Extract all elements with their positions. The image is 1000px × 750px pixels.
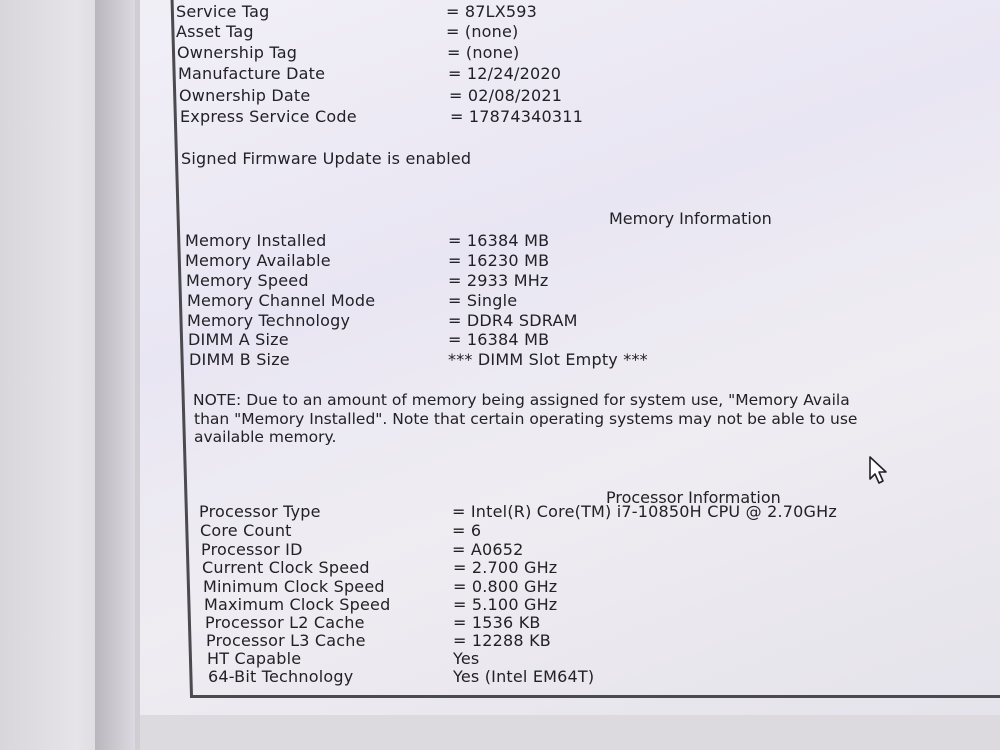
- bezel-shadow: [95, 0, 135, 750]
- info-label: Minimum Clock Speed: [203, 577, 385, 596]
- info-value: = 1536 KB: [453, 613, 541, 632]
- info-value: = 16230 MB: [448, 251, 550, 270]
- mouse-pointer-icon: [868, 455, 890, 485]
- info-label: Ownership Tag: [177, 43, 298, 62]
- info-label: Current Clock Speed: [202, 558, 370, 577]
- info-value: = 5.100 GHz: [453, 595, 558, 614]
- info-value: = 02/08/2021: [449, 86, 563, 105]
- bios-screen: [140, 0, 1000, 750]
- info-value: = 2933 MHz: [448, 271, 549, 290]
- info-label: Processor ID: [201, 540, 303, 559]
- info-value: = (none): [447, 43, 520, 62]
- info-value: = 87LX593: [446, 2, 538, 21]
- info-value: = 0.800 GHz: [453, 577, 558, 596]
- info-value: = Single: [448, 291, 518, 310]
- info-label: Ownership Date: [179, 86, 311, 105]
- info-label: Manufacture Date: [178, 64, 326, 83]
- memory-note-line: available memory.: [194, 428, 337, 446]
- info-value: = 12288 KB: [453, 631, 551, 650]
- info-value: = 17874340311: [450, 107, 584, 126]
- firmware-status: Signed Firmware Update is enabled: [181, 149, 472, 168]
- screen-bottom-edge: [140, 715, 1000, 750]
- info-label: DIMM A Size: [188, 330, 289, 349]
- memory-heading: Memory Information: [609, 209, 772, 228]
- info-label: HT Capable: [207, 649, 302, 668]
- info-label: Service Tag: [176, 2, 270, 21]
- info-value: = 6: [452, 521, 482, 540]
- info-value: = 16384 MB: [448, 330, 550, 349]
- info-label: Memory Available: [185, 251, 331, 270]
- info-label: Processor Type: [199, 502, 321, 521]
- memory-note-line: NOTE: Due to an amount of memory being assigned for system use, "Memory Availa: [193, 391, 850, 409]
- info-value: *** DIMM Slot Empty ***: [448, 350, 648, 369]
- info-value: = DDR4 SDRAM: [448, 311, 578, 330]
- info-label: Memory Installed: [185, 231, 327, 250]
- info-label: Memory Speed: [186, 271, 309, 290]
- info-label: 64-Bit Technology: [208, 667, 354, 686]
- info-value: = Intel(R) Core(TM) i7-10850H CPU @ 2.70GHz: [452, 502, 837, 521]
- info-label: Processor L2 Cache: [205, 613, 365, 632]
- processor-heading: Processor Information: [606, 488, 781, 507]
- info-label: Memory Technology: [187, 311, 351, 330]
- info-value: Yes: [453, 649, 480, 668]
- memory-note-line: than "Memory Installed". Note that certain operating systems may not be able to use: [194, 410, 858, 428]
- info-value: = A0652: [452, 540, 524, 559]
- info-label: Memory Channel Mode: [187, 291, 376, 310]
- info-value: = 2.700 GHz: [453, 558, 558, 577]
- info-label: Processor L3 Cache: [206, 631, 366, 650]
- info-label: Express Service Code: [180, 107, 357, 126]
- info-value: = 16384 MB: [448, 231, 550, 250]
- info-label: Maximum Clock Speed: [204, 595, 391, 614]
- info-value: = 12/24/2020: [448, 64, 562, 83]
- info-label: DIMM B Size: [189, 350, 290, 369]
- info-label: Asset Tag: [176, 22, 254, 41]
- info-value: Yes (Intel EM64T): [453, 667, 595, 686]
- info-value: = (none): [446, 22, 519, 41]
- info-label: Core Count: [200, 521, 292, 540]
